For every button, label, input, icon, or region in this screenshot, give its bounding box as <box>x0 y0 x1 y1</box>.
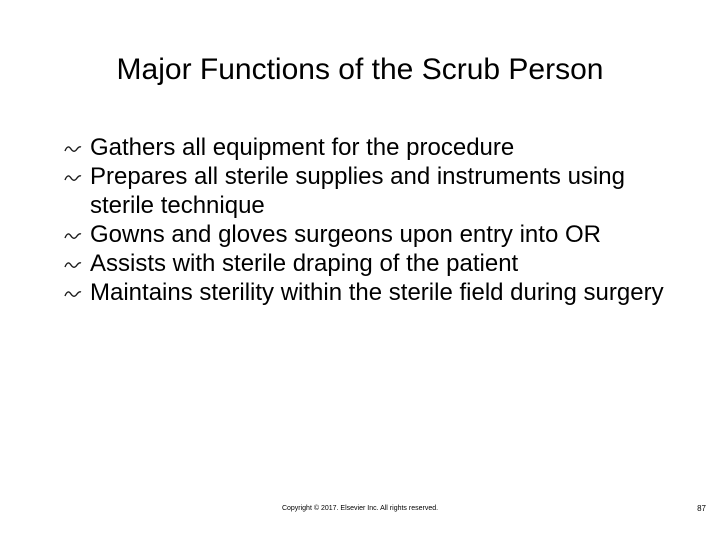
wave-bullet-icon <box>64 144 82 154</box>
bullet-text: Maintains sterility within the sterile field during surgery <box>90 279 664 306</box>
bullet-text: Assists with sterile draping of the patient <box>90 250 519 277</box>
bullet-item <box>64 278 684 307</box>
wave-bullet-icon <box>64 231 82 241</box>
bullet-text: Gathers all equipment for the procedure <box>90 134 515 161</box>
bullet-item <box>64 220 684 249</box>
slide-title: Major Functions of the Scrub Person <box>116 53 604 86</box>
bullet-item <box>64 162 684 220</box>
wave-bullet-icon <box>64 260 82 270</box>
bullet-item <box>64 133 684 162</box>
copyright-footer: Copyright © 2017. Elsevier Inc. All rights reserved. <box>281 505 439 512</box>
wave-bullet-icon <box>64 173 82 183</box>
bullet-text: Prepares all sterile supplies and instruments using sterile technique <box>90 163 625 219</box>
bullet-text: Gowns and gloves surgeons upon entry into OR <box>90 221 601 248</box>
bullet-list <box>64 133 684 307</box>
wave-bullet-icon <box>64 289 82 299</box>
page-number: 87 <box>697 504 706 513</box>
bullet-item <box>64 249 684 278</box>
